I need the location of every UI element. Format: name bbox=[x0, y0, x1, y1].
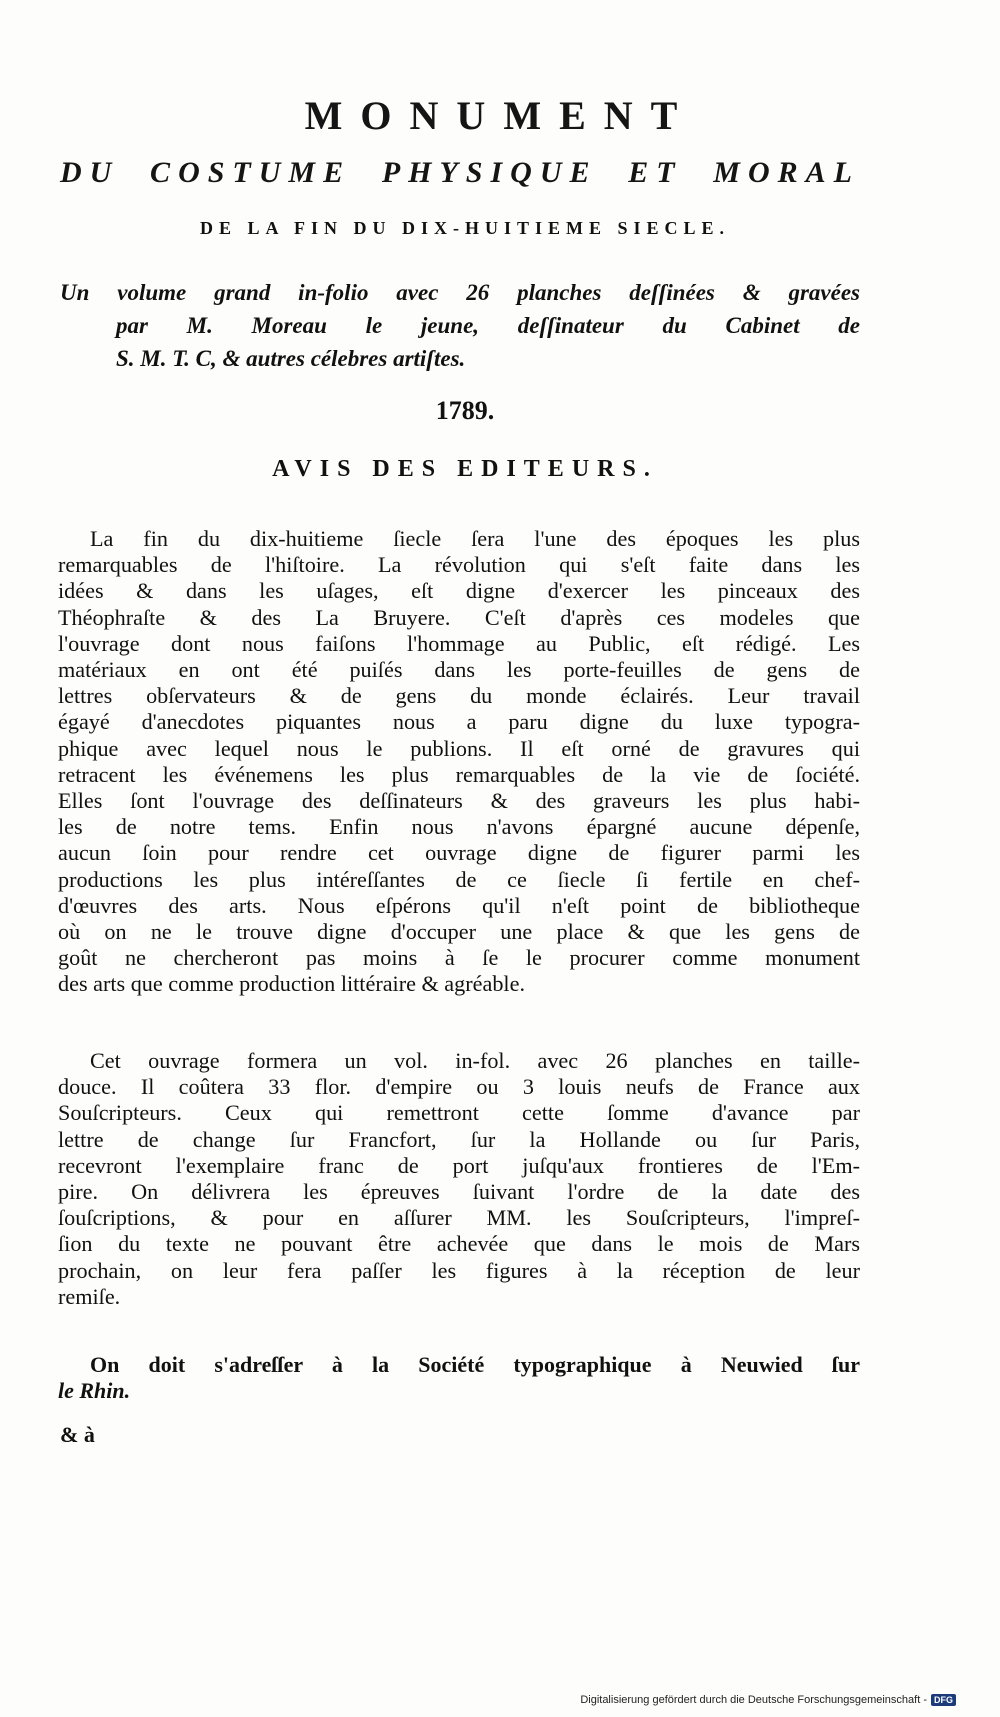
publication-year: 1789. bbox=[435, 396, 495, 425]
text-line: On doit s'adreſſer à la Société typographique à Neuwied ſur bbox=[90, 1352, 860, 1377]
dfg-logo-icon: DFG bbox=[931, 1694, 956, 1706]
text-line: où on ne le trouve digne d'occuper une place & que les gens de bbox=[58, 919, 860, 945]
text-line: les de notre tems. Enfin nous n'avons épargné aucune dépenſe, bbox=[58, 814, 860, 840]
text-line: des arts que comme production littéraire & agréable. bbox=[58, 971, 525, 997]
text-line: Théophraſte & des La Bruyere. C'eſt d'après ces modeles que bbox=[58, 604, 860, 630]
text-line: remiſe. bbox=[58, 1283, 121, 1309]
text-line: le Rhin. bbox=[58, 1378, 131, 1403]
text-line: remarquables de l'hiſtoire. La révolution qui s'eſt faite dans les bbox=[58, 552, 860, 578]
description-line: par M. Moreau le jeune, deſſinateur du Cabinet de bbox=[116, 313, 860, 338]
text-line: ſouſcriptions, & pour en aſſurer MM. les Souſcripteurs, l'impreſ- bbox=[58, 1205, 860, 1231]
text-line: pire. On délivrera les épreuves ſuivant l'ordre de la date des bbox=[58, 1179, 860, 1205]
text-line: idées & dans les uſages, eſt digne d'exercer les pinceaux des bbox=[58, 578, 860, 604]
text-line: recevront l'exemplaire franc de port juſqu'aux frontieres de l'Em- bbox=[58, 1152, 860, 1178]
text-line: l'ouvrage dont nous faiſons l'hommage au Public, eſt rédigé. Les bbox=[58, 630, 860, 656]
credit-text: Digitalisierung gefördert durch die Deutsche Forschungsgemeinschaft - bbox=[580, 1694, 927, 1706]
text-line: productions les plus intéreſſantes de ce ſiecle ſi fertile en chef- bbox=[58, 866, 860, 892]
text-line: phique avec lequel nous le publions. Il eſt orné de gravures qui bbox=[58, 735, 860, 761]
text-line: ſion du texte ne pouvant être achevée que dans le mois de Mars bbox=[58, 1231, 860, 1257]
text-line: La fin du dix-huitieme ſiecle ſera l'une des époques les plus bbox=[90, 526, 860, 551]
description-line: S. M. T. C, & autres célebres artiſtes. bbox=[116, 346, 466, 371]
text-line: lettre de change ſur Francfort, ſur la Hollande ou ſur Paris, bbox=[58, 1126, 860, 1152]
paragraph-address bbox=[58, 1352, 860, 1404]
text-line: d'œuvres des arts. Nous eſpérons qu'il n'eſt point de bibliotheque bbox=[58, 892, 860, 918]
digitization-credit bbox=[580, 1694, 956, 1706]
text-line: Elles ſont l'ouvrage des deſſinateurs & des graveurs les plus habi- bbox=[58, 788, 860, 814]
paragraph-and: & à bbox=[60, 1422, 95, 1447]
publication-description bbox=[60, 276, 860, 375]
document-subtitle-secondary: DE LA FIN DU DIX-HUITIEME SIECLE. bbox=[199, 218, 731, 238]
section-heading: AVIS DES EDITEURS. bbox=[272, 456, 658, 482]
text-line: prochain, on leur fera paſſer les figures à la réception de leur bbox=[58, 1257, 860, 1283]
text-line: égayé d'anecdotes piquantes nous a paru digne du luxe typogra- bbox=[58, 709, 860, 735]
paragraph-subscription bbox=[58, 1048, 860, 1310]
text-line: aucun ſoin pour rendre cet ouvrage digne de figurer parmi les bbox=[58, 840, 860, 866]
text-line: Cet ouvrage formera un vol. in-fol. avec 26 planches en taille- bbox=[90, 1048, 860, 1073]
text-line: goût ne chercheront pas moins à ſe le procurer comme monument bbox=[58, 945, 860, 971]
text-line: Souſcripteurs. Ceux qui remettront cette ſomme d'avance par bbox=[58, 1100, 860, 1126]
document-title: MONUMENT bbox=[304, 93, 696, 138]
text-line: lettres obſervateurs & de gens du monde éclairés. Leur travail bbox=[58, 683, 860, 709]
text-line: matériaux en ont été puiſés dans les porte-feuilles de gens de bbox=[58, 657, 860, 683]
description-line: Un volume grand in-folio avec 26 planches deſſinées & gravées bbox=[60, 280, 860, 305]
text-line: retracent les événemens les plus remarquables de la vie de ſociété. bbox=[58, 761, 860, 787]
text-line: douce. Il coûtera 33 flor. d'empire ou 3 louis neufs de France aux bbox=[58, 1074, 860, 1100]
document-subtitle: DU COSTUME PHYSIQUE ET MORAL bbox=[60, 156, 860, 189]
paragraph-editors-notice bbox=[58, 526, 860, 998]
